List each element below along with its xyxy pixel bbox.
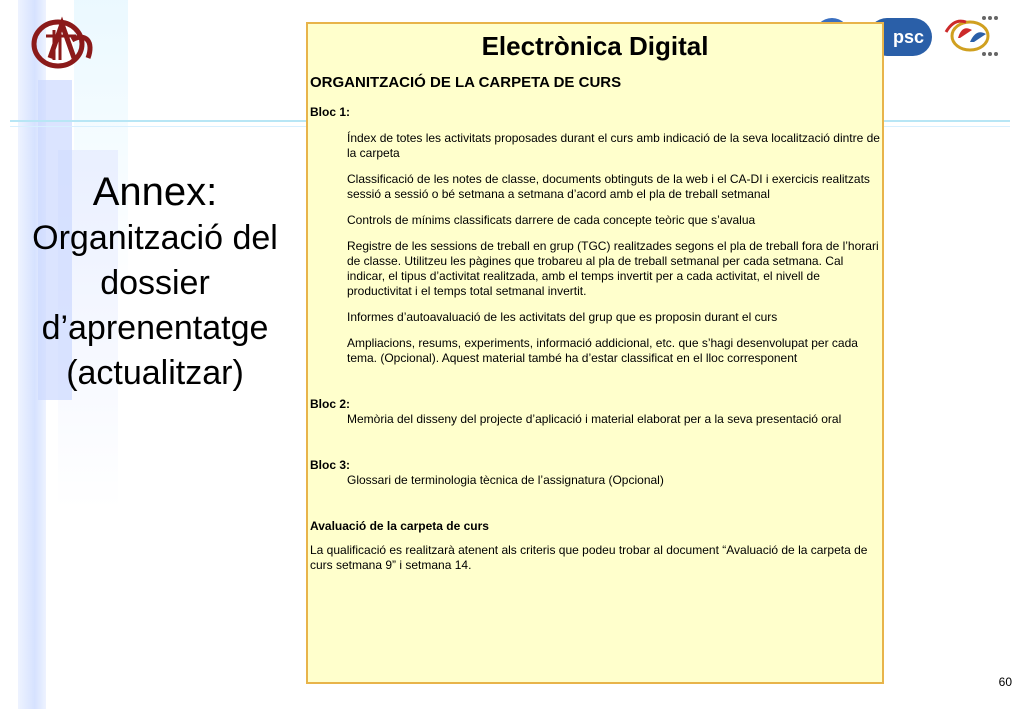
content-panel [306,22,884,684]
slide-title-line: Organització del [32,219,278,257]
slide-title-line: (actualitzar) [66,354,244,392]
ee-logo-icon [936,12,1006,58]
bloc-2-item: Memòria del disseny del projecte d’aplicació i material elaborat per a la seva presentació oral [347,412,842,426]
slide-title [10,168,300,396]
evaluation-heading: Avaluació de la carpeta de curs [310,519,489,533]
bloc-1-item: Informes d’autoavaluació de les activitats del grup que es proposin durant el curs [347,310,778,324]
ee-logo [936,12,1006,58]
bloc-3-label: Bloc 3: [310,458,351,472]
panel-title: Electrònica Digital [481,31,709,61]
university-logo [28,14,102,70]
bloc-1-item: Classificació de les notes de classe, documents obtinguts de la web i el CA-DI i exercicis realitzats sessió a sessió o bé setmana a setmana d’acord amb el pla de treball setmanal [347,172,870,201]
slide-title-line: d’aprenentatge [41,309,269,347]
slide-title-line: Annex: [92,170,218,214]
bloc-1-label: Bloc 1: [310,105,351,119]
slide-title-line: dossier [100,264,210,302]
university-logo-icon [28,14,102,70]
section-heading: ORGANITZACIÓ DE LA CARPETA DE CURS [310,74,622,91]
bloc-2-label: Bloc 2: [310,397,351,411]
page-number: 60 [998,675,1012,689]
bloc-1-item: Controls de mínims classificats darrere de cada concepte teòric que s’avalua [347,213,756,227]
bloc-1-item: Ampliacions, resums, experiments, informació addicional, etc. que s’hagi desenvolupat per cada tema. (Opcional). Aquest material també ha d’estar classificat en el lloc corresponent [347,336,858,365]
bloc-1-item: Índex de totes les activitats proposades durant el curs amb indicació de la seva localització dintre de la carpeta [347,131,880,160]
epsc-logo-text: psc [892,26,924,47]
bloc-3-item: Glossari de terminologia tècnica de l’assignatura (Opcional) [347,473,664,487]
evaluation-text: La qualificació es realitzarà atenent als criteris que podeu trobar al document “Avaluació de la carpeta de curs setmana 9” i setmana 14. [310,543,868,572]
bloc-1-item: Registre de les sessions de treball en grup (TGC) realitzades segons el pla de treball fora de l’horari de classe. Utilitzeu les pàgines que trobareu al pla de treball setmanal per cada setmana. Cal indicar, el tipus d’activitat realitzada, amb el temps invertit per a cada activitat, el nivell de productivitat i el temps total setmanal invertit. [347,239,879,298]
